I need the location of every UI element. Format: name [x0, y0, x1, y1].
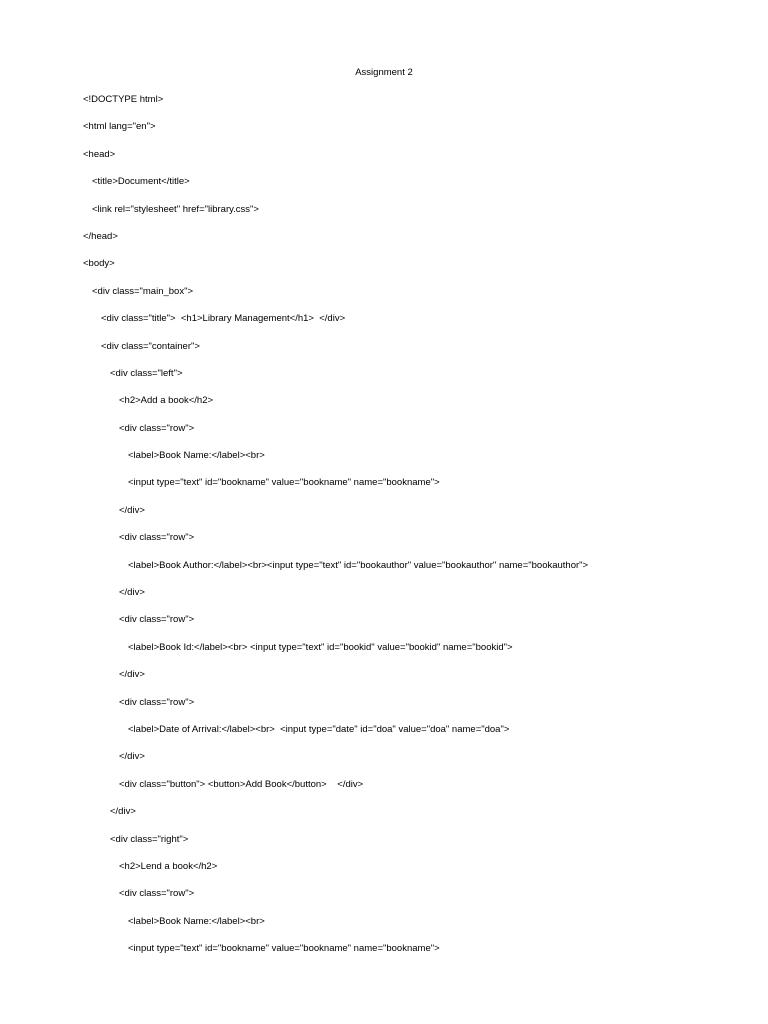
code-line: </div>	[110, 806, 136, 818]
code-line: <div class="left">	[110, 367, 183, 379]
code-line: <input type="text" id="bookname" value="bookname" name="bookname">	[128, 943, 440, 955]
code-line: <label>Book Name:</label><br>	[128, 450, 265, 462]
code-line: <div class="button"> <button>Add Book</button> </div>	[119, 778, 364, 790]
code-line: <div class="row">	[119, 696, 195, 708]
code-line: <body>	[83, 258, 115, 270]
code-line: <div class="row">	[119, 422, 195, 434]
code-line: <h2>Lend a book</h2>	[119, 860, 218, 872]
code-line: </div>	[119, 669, 145, 681]
code-line: <label>Book Id:</label><br> <input type="text" id="bookid" value="bookid" name="bookid">	[128, 641, 513, 653]
code-line: <html lang="en">	[83, 121, 156, 133]
code-listing	[83, 94, 748, 971]
code-line: </head>	[83, 230, 118, 242]
code-line: <title>Document</title>	[92, 176, 190, 188]
code-line: <label>Book Author:</label><br><input type="text" id="bookauthor" value="bookauthor" name="bookauthor">	[128, 559, 589, 571]
code-line: </div>	[119, 751, 145, 763]
code-line: <link rel="stylesheet" href="library.css">	[92, 203, 259, 215]
code-line: <label>Date of Arrival:</label><br> <input type="date" id="doa" value="doa" name="doa">	[128, 723, 510, 735]
code-line: <div class="row">	[119, 614, 195, 626]
code-line: <div class="title"> <h1>Library Management</h1> </div>	[101, 313, 346, 325]
code-line: <input type="text" id="bookname" value="bookname" name="bookname">	[128, 477, 440, 489]
code-line: <div class="main_box">	[92, 285, 194, 297]
code-line: <div class="container">	[101, 340, 200, 352]
code-line: <label>Book Name:</label><br>	[128, 915, 265, 927]
code-line: <h2>Add a book</h2>	[119, 395, 214, 407]
code-line: <div class="right">	[110, 833, 189, 845]
document-title: Assignment 2	[355, 67, 413, 78]
code-line: <!DOCTYPE html>	[83, 94, 164, 105]
code-line: </div>	[119, 504, 145, 516]
code-line: <head>	[83, 148, 116, 160]
code-line: <div class="row">	[119, 532, 195, 544]
code-line: <div class="row">	[119, 888, 195, 900]
code-line: </div>	[119, 587, 145, 599]
